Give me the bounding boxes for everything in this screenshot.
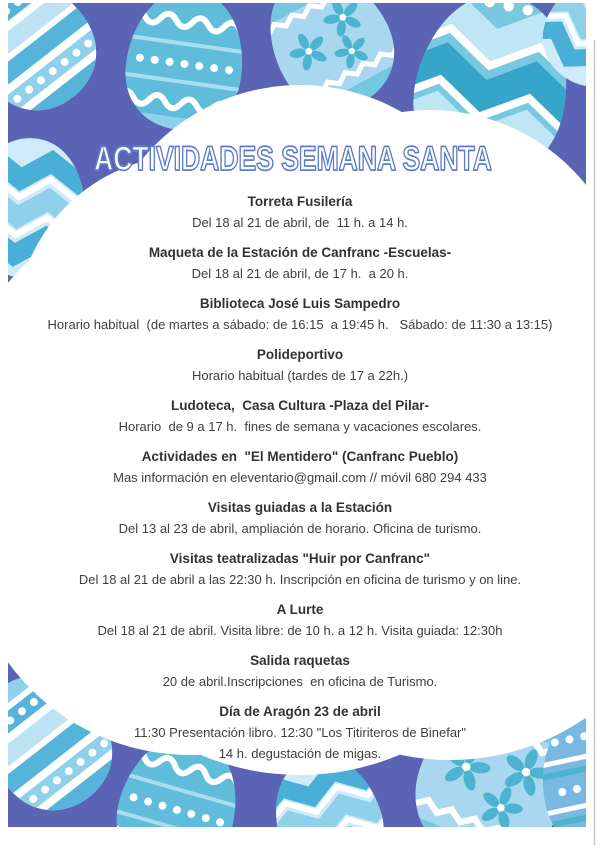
- activity-section: [10, 242, 590, 284]
- activity-detail: Del 18 al 21 de abril, de 17 h. a 20 h.: [191, 266, 409, 281]
- activity-section: [10, 293, 590, 335]
- activity-heading: Actividades en "El Mentidero" (Canfranc Pueblo): [141, 449, 459, 464]
- page-title: ACTIVIDADES SEMANA SANTA: [94, 140, 492, 178]
- activity-detail: Del 13 al 23 de abril, ampliación de horario. Oficina de turismo.: [118, 521, 482, 536]
- activity-detail: Horario de 9 a 17 h. fines de semana y vacaciones escolares.: [118, 419, 482, 434]
- activity-heading: A Lurte: [276, 602, 324, 617]
- activity-section: [10, 446, 590, 488]
- activity-heading: Visitas teatralizadas "Huir por Canfranc": [169, 551, 431, 566]
- activity-heading: Visitas guiadas a la Estación: [207, 500, 393, 515]
- activity-section: [10, 191, 590, 233]
- activity-detail: 14 h. degustación de migas.: [218, 746, 382, 761]
- activity-detail: Del 18 al 21 de abril. Visita libre: de 10 h. a 12 h. Visita guiada: 12:30h: [97, 623, 503, 638]
- activity-section: [10, 599, 590, 641]
- activity-heading: Polideportivo: [256, 347, 344, 362]
- activities-list: [10, 191, 590, 773]
- activity-section: [10, 344, 590, 386]
- activity-heading: Torreta Fusilería: [247, 194, 353, 209]
- activity-detail: Mas información en eleventario@gmail.com // móvil 680 294 433: [113, 470, 487, 485]
- activity-section: [10, 650, 590, 692]
- activity-heading: Salida raquetas: [250, 653, 350, 668]
- activity-section: [10, 548, 590, 590]
- activity-detail: Horario habitual (de martes a sábado: de 16:15 a 19:45 h. Sábado: de 11:30 a 13:15): [47, 317, 553, 332]
- activity-heading: Día de Aragón 23 de abril: [219, 704, 381, 719]
- activity-heading: Biblioteca José Luis Sampedro: [199, 296, 401, 311]
- activity-detail: Del 18 al 21 de abril, de 11 h. a 14 h.: [192, 215, 408, 230]
- activity-detail: 11:30 Presentación libro. 12:30 "Los Titiriteros de Binefar": [133, 725, 466, 740]
- activity-detail: Del 18 al 21 de abril a las 22:30 h. Inscripción en oficina de turismo y on line.: [78, 572, 522, 587]
- activity-section: [10, 497, 590, 539]
- activity-detail: 20 de abril.Inscripciones en oficina de Turismo.: [162, 674, 438, 689]
- activity-section: [10, 701, 590, 764]
- activity-heading: Maqueta de la Estación de Canfranc -Escuelas-: [148, 245, 452, 260]
- activity-detail: Horario habitual (tardes de 17 a 22h.): [191, 368, 409, 383]
- activity-section: [10, 395, 590, 437]
- activity-heading: Ludoteca, Casa Cultura -Plaza del Pilar-: [170, 398, 430, 413]
